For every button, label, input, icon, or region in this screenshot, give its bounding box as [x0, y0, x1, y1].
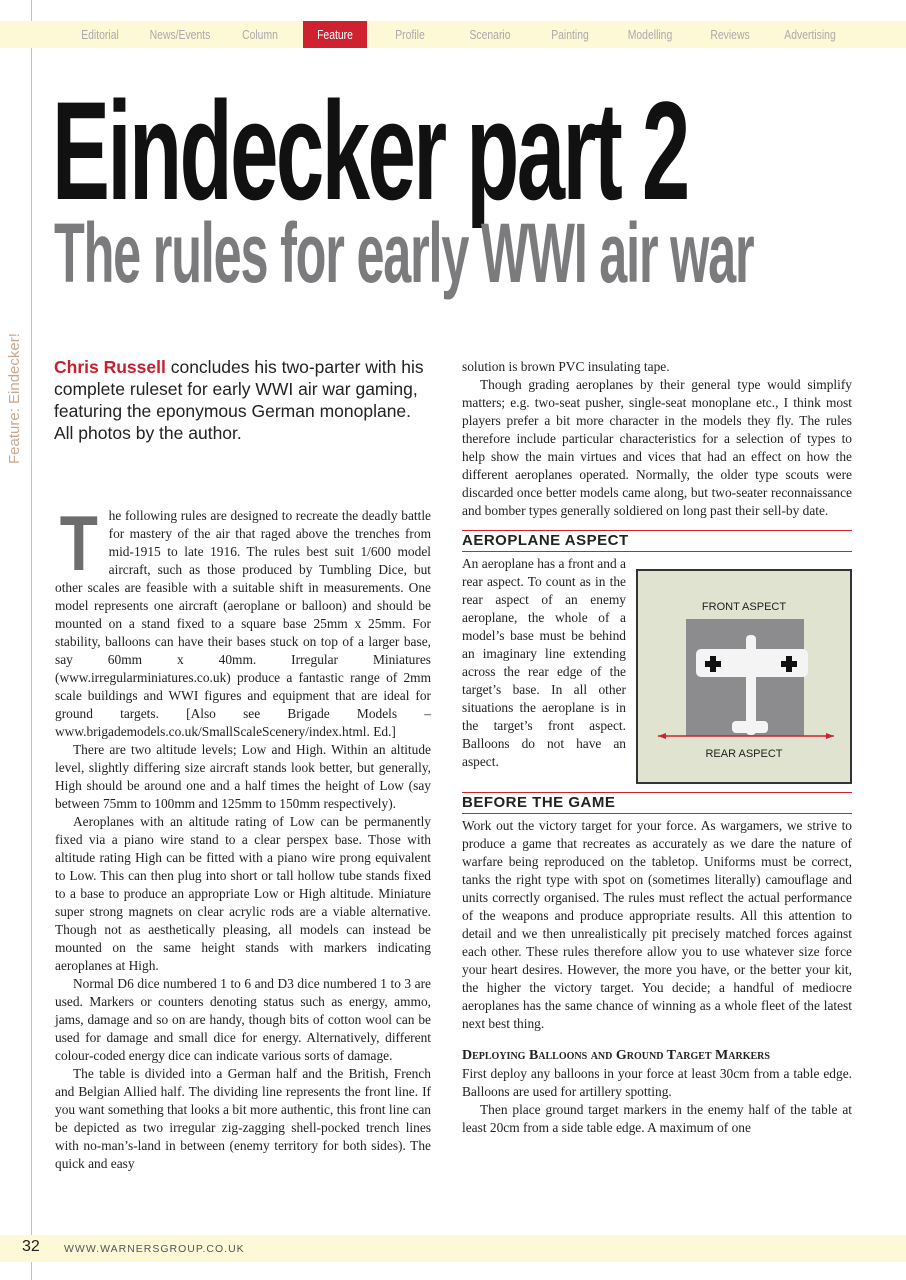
nav-column[interactable]: Column — [242, 27, 278, 42]
paragraph: Normal D6 dice numbered 1 to 6 and D3 dice numbered 1 to 3 are used. Markers or counters denoting status such as energy, ammo, jams, damage and so on are handy, though bits of cotton wool can be used for damage and small dice for energy. Alternatively, different colour-coded energy dice can indicate various sorts of damage. — [55, 976, 431, 1063]
margin-rule — [31, 0, 32, 1280]
nav-painting[interactable]: Painting — [551, 27, 589, 42]
page-subtitle: The rules for early WWI air war — [54, 206, 754, 300]
paragraph: The table is divided into a German half and the British, French and Belgian Allied half. The dividing line represents the front line. If you want something that looks a bit more authentic, this front line can be depicted as two irregular zig-zagging shell-pocked trench lines with no-man’s-land in between (enemy territory for both sides). The quick and easy — [55, 1066, 431, 1171]
nav-scenario[interactable]: Scenario — [469, 27, 511, 42]
nav-news-events[interactable]: News/Events — [149, 27, 211, 42]
paragraph: Though grading aeroplanes by their general type would simplify matters; e.g. two-seat pusher, single-seat monoplane etc., I think most players prefer a bit more character in the models they fly. The rules therefore include particular characteristics for a selection of types to help show the main virtues and vices that had an effect on how the different aeroplanes operated. Normally, the older type scouts were discarded once better models came along, but two-seater reconnaissance and bomber types generally soldiered on long past their sell-by date. — [462, 377, 852, 518]
nav-profile[interactable]: Profile — [395, 27, 425, 42]
author-name: Chris Russell — [54, 357, 166, 377]
nav-editorial[interactable]: Editorial — [81, 27, 119, 42]
aspect-diagram — [636, 569, 852, 784]
side-label: Feature: Eindecker! — [6, 327, 23, 470]
paragraph: solution is brown PVC insulating tape. — [462, 359, 670, 374]
paragraph: First deploy any balloons in your force at least 30cm from a table edge. Balloons are used for artillery spotting. — [462, 1066, 852, 1099]
subsection-heading: Deploying Balloons and Ground Target Markers — [462, 1048, 770, 1063]
paragraph: There are two altitude levels; Low and High. Within an altitude level, slightly differing size aircraft stands look better, but generally, High should be around one and a half times the height of Low (say between 75mm to 100mm and 125mm to 150mm respectively). — [55, 742, 431, 811]
footer-url[interactable]: WWW.WARNERSGROUP.CO.UK — [64, 1243, 245, 1255]
nav-feature[interactable]: Feature — [303, 21, 367, 48]
nav-reviews[interactable]: Reviews — [710, 27, 750, 42]
page-number: 32 — [22, 1238, 40, 1255]
rear-aspect-label: REAR ASPECT — [705, 748, 783, 760]
paragraph: he following rules are designed to recreate the deadly battle for mastery of the air that raged above the trenches from mid-1915 to late 1916. The rules best suit 1/600 model aircraft, such as those produced by Tumbling Dice, but other scales are feasible with a suitable shift in measurements. One model represents one aircraft (aeroplane or balloon) and should be mounted on a stand fixed to a square base 25mm x 25mm. For stability, balloons can have their bases stuck on top of a larger base, say 60mm x 40mm. Irregular Miniatures (www.irregularminiatures.co.uk) produce a fantastic range of 2mm scale buildings and WWI figures and equipment that are ideal for ground targets. [Also see Brigade Models – www.brigademodels.co.uk/SmallScaleScenery/index.html. Ed.] — [55, 508, 431, 739]
section-nav — [0, 21, 906, 48]
left-column — [55, 499, 431, 1173]
paragraph: Then place ground target markers in the enemy half of the table at least 20cm from a side table edge. A maximum of one — [462, 1102, 852, 1135]
nav-modelling[interactable]: Modelling — [627, 27, 673, 42]
paragraph: An aeroplane has a front and a rear aspect. To count as in the rear aspect of an enemy aeroplane, the whole of a model’s base must be behind an imaginary line extending across the rear edge of the target’s base. In all other situations the aeroplane is in the target’s front aspect. Balloons do not have an aspect. — [462, 556, 626, 769]
section-heading: BEFORE THE GAME — [462, 792, 852, 814]
standfirst-text: concludes his two-parter with his complete ruleset for early WWI air war gaming, featuring the eponymous German monoplane. All photos by the author. — [54, 357, 424, 443]
paragraph: Aeroplanes with an altitude rating of Low can be permanently fixed via a piano wire stand to a clear perspex base. Those with altitude rating High can be fitted with a piano wire prong equivalent to Low. This can then plug into short or tall hollow tube stands fixed to a base to produce an appropriate Low or High altitude. Miniature super strong magnets on clear acrylic rods are a viable alternative. Though not as aesthetically pleasing, all models can instead be mounted on the same height stands with markers indicating aeroplanes at High. — [55, 814, 431, 973]
front-aspect-label: FRONT ASPECT — [701, 601, 787, 613]
right-column — [462, 358, 852, 1137]
page-title: Eindecker part 2 — [52, 72, 688, 229]
paragraph: Work out the victory target for your force. As wargamers, we strive to produce a game that recreates as accurately as we dare the nature of warfare being reproduced on the tabletop. Uniforms must be correct, tanks the right type with spot on (sometimes literally) camouflage and units correctly organised. The rules must reflect the actual performance of the weapons and produce appropriate results. All this attention to detail and we then unrealistically pit precisely matched forces against each other. These rules therefore allow you to use whatever size force your heart desires. However, the more you have, or the better your kit, the higher the victory target. You decide; a handful of mediocre aeroplanes has the same chance of winning as a whole fleet of the latest next best thing. — [462, 818, 852, 1031]
standfirst — [54, 356, 434, 444]
nav-advertising[interactable]: Advertising — [784, 27, 836, 42]
section-heading: AEROPLANE ASPECT — [462, 530, 852, 552]
drop-cap: T — [59, 499, 98, 587]
